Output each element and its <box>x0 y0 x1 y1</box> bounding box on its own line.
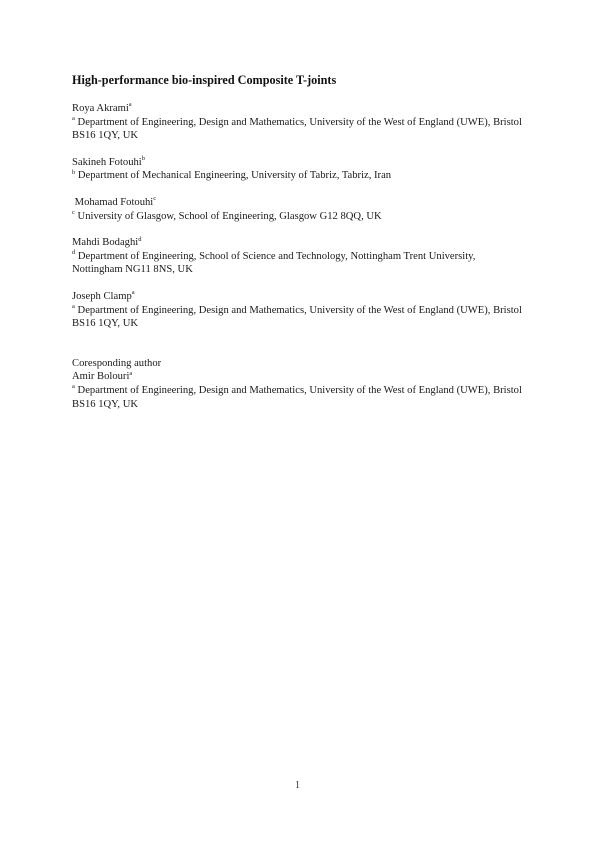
affiliation-line <box>72 304 524 331</box>
affiliation-marker: a <box>72 383 75 391</box>
affiliation-text: Department of Engineering, Design and Mathematics, University of the West of England (UWE), Bristol BS16 1QY, UK <box>72 384 522 410</box>
affiliation-line <box>72 384 524 411</box>
author-name: Joseph Clamp <box>72 290 132 302</box>
affiliation-line <box>72 116 524 143</box>
affiliation-marker: a <box>72 303 75 310</box>
paper-title: High-performance bio-inspired Composite T-joints <box>72 73 337 87</box>
author-block-3 <box>72 196 524 223</box>
author-affiliation-marker: b <box>141 155 145 163</box>
author-name-line <box>72 290 524 304</box>
author-name: Mahdi Bodaghi <box>72 237 139 249</box>
author-name-line <box>72 196 524 210</box>
affiliation-text: Department of Mechanical Engineering, University of Tabriz, Tabriz, Iran <box>77 170 392 182</box>
affiliation-marker: b <box>72 168 76 176</box>
author-name: Mohamad Fotouhi <box>74 196 154 208</box>
affiliation-marker: c <box>72 209 75 217</box>
corresponding-author-block <box>72 357 524 411</box>
author-affiliation-marker: a <box>129 369 133 377</box>
author-name: Sakineh Fotouhi <box>72 156 142 168</box>
corresponding-author-label: Coresponding author <box>72 357 162 369</box>
affiliation-text: University of Glasgow, School of Engineering, Glasgow G12 8QQ, UK <box>77 210 382 222</box>
author-affiliation-marker: c <box>153 195 157 203</box>
affiliation-text: Department of Engineering, Design and Mathematics, University of the West of England (UWE), Bristol BS16 1QY, UK <box>72 304 522 330</box>
author-name-line <box>72 370 524 384</box>
author-name: Roya Akrami <box>72 103 129 114</box>
affiliation-text: Department of Engineering, School of Science and Technology, Nottingham Trent University, Nottingham NG11 8NS, UK <box>72 250 476 276</box>
corresponding-author-name: Amir Bolouri <box>72 371 130 383</box>
affiliation-line <box>72 250 524 277</box>
affiliation-text: Department of Engineering, Design and Mathematics, University of the West of England (UWE), Bristol BS16 1QY, UK <box>72 116 522 142</box>
page-number: 1 <box>295 780 300 791</box>
front-matter <box>72 72 524 424</box>
affiliation-marker: a <box>72 115 75 123</box>
affiliation-line <box>72 210 524 224</box>
author-affiliation-marker: d <box>138 235 142 243</box>
author-affiliation-marker: a <box>131 289 135 297</box>
author-name-line <box>72 236 524 250</box>
affiliation-line <box>72 169 524 183</box>
author-block-2 <box>72 156 524 183</box>
author-name-line <box>72 102 524 116</box>
author-block-1 <box>72 102 524 143</box>
author-block-4 <box>72 236 524 277</box>
affiliation-marker: d <box>72 249 76 257</box>
author-block-5 <box>72 290 524 331</box>
author-name-line <box>72 156 524 170</box>
author-affiliation-marker: a <box>128 101 132 109</box>
